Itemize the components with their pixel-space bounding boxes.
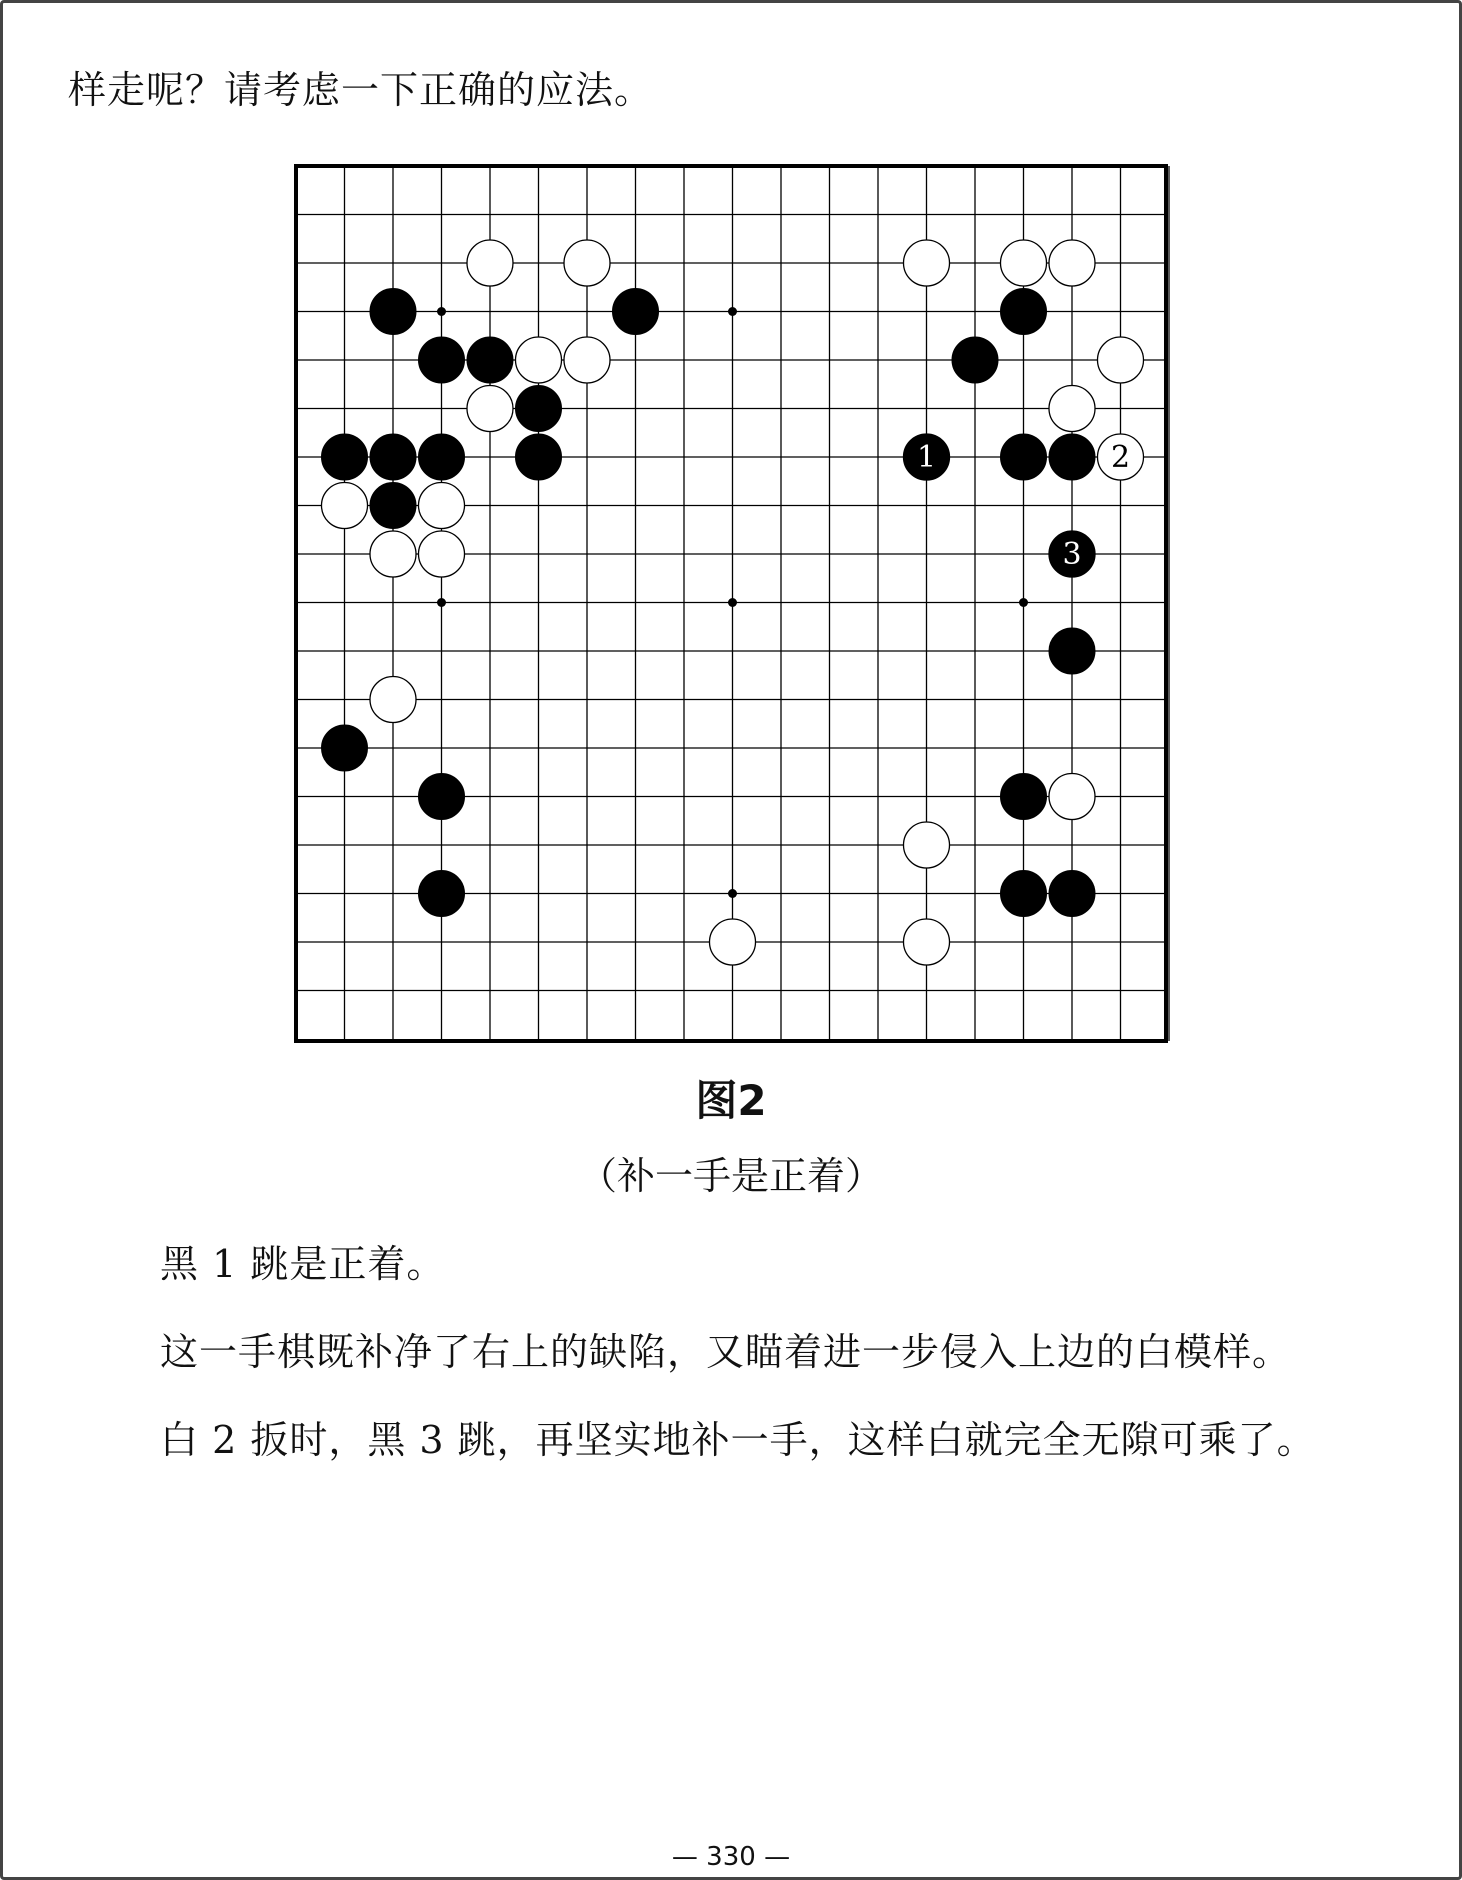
black-stone: [467, 337, 513, 383]
black-stone: [1001, 774, 1047, 820]
figure-subtitle: （补一手是正着）: [578, 1154, 883, 1198]
intro-text: 样走呢？请考虑一下正确的应法。: [68, 68, 654, 112]
white-stone: [564, 240, 610, 286]
black-stone: [516, 386, 562, 432]
move-number-label: 1: [916, 440, 937, 475]
star-point: [1019, 598, 1028, 607]
black-stone: [1049, 434, 1095, 480]
white-stone: [1049, 774, 1095, 820]
star-point: [728, 307, 737, 316]
black-stone: [370, 434, 416, 480]
paragraph-2: 这一手棋既补净了右上的缺陷，又瞄着进一步侵入上边的白模样。: [160, 1330, 1292, 1374]
white-stone: [370, 531, 416, 577]
star-point: [437, 598, 446, 607]
white-stone: [1049, 240, 1095, 286]
white-stone: [467, 240, 513, 286]
move-number-label: 3: [1062, 537, 1082, 572]
page-number: — 330 —: [671, 1842, 791, 1872]
black-stone: [1001, 434, 1047, 480]
black-stone: [419, 337, 465, 383]
black-stone: [1049, 871, 1095, 917]
star-point: [437, 307, 446, 316]
black-stone: [370, 289, 416, 335]
black-stone: [613, 289, 659, 335]
white-stone: [710, 919, 756, 965]
black-stone: [1049, 628, 1095, 674]
black-stone: [322, 725, 368, 771]
black-stone: [419, 871, 465, 917]
white-stone: [370, 677, 416, 723]
white-stone: [1049, 386, 1095, 432]
black-stone: [419, 434, 465, 480]
white-stone: [419, 483, 465, 529]
paragraph-1: 黑 1 跳是正着。: [160, 1242, 446, 1286]
star-point: [728, 598, 737, 607]
white-stone: [1098, 337, 1144, 383]
white-stone: [904, 919, 950, 965]
figure-title: 图2: [695, 1076, 767, 1125]
white-stone: [419, 531, 465, 577]
star-point: [728, 889, 737, 898]
black-stone: [1001, 289, 1047, 335]
white-stone: [516, 337, 562, 383]
black-stone: [1001, 871, 1047, 917]
white-stone: [322, 483, 368, 529]
black-stone: [370, 483, 416, 529]
black-stone: [952, 337, 998, 383]
paragraph-3: 白 2 扳时，黑 3 跳，再坚实地补一手，这样白就完全无隙可乘了。: [160, 1418, 1316, 1462]
white-stone: [564, 337, 610, 383]
move-number-label: 2: [1110, 440, 1131, 475]
black-stone: [322, 434, 368, 480]
white-stone: [904, 822, 950, 868]
black-stone: [516, 434, 562, 480]
white-stone: [1001, 240, 1047, 286]
white-stone: [904, 240, 950, 286]
black-stone: [419, 774, 465, 820]
white-stone: [467, 386, 513, 432]
